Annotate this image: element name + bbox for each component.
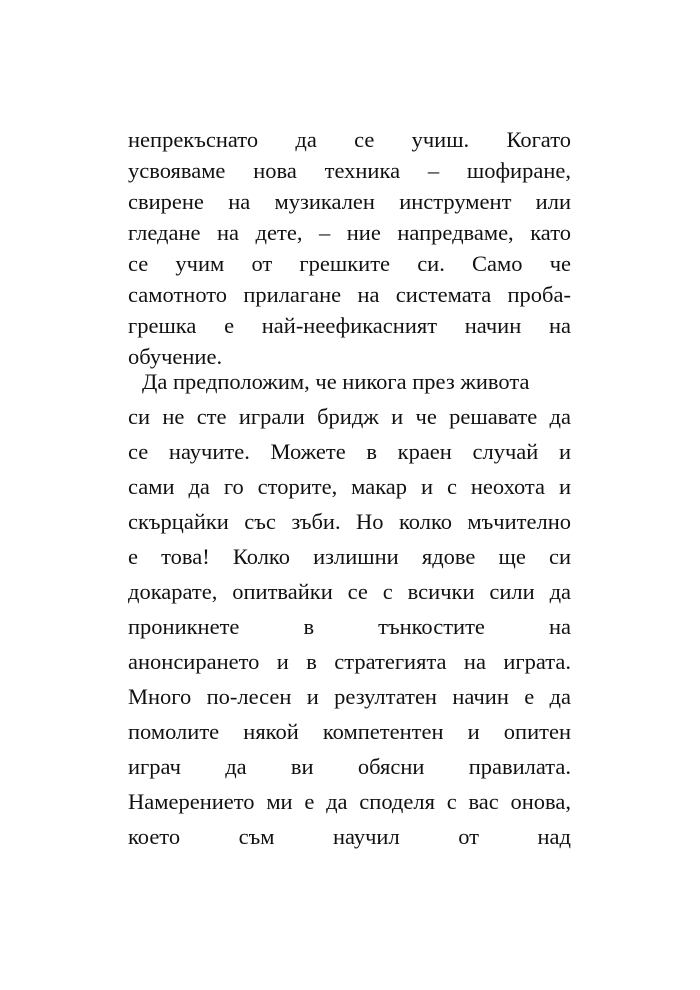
text-line: се учим от грешките си. Само че <box>128 251 571 276</box>
text-line: помолите някой компетентен и опитен <box>128 719 571 744</box>
paragraph-1 <box>128 124 571 372</box>
text-line: проникнете в тънкостите на <box>128 614 571 639</box>
text-line: се научите. Можете в краен случай и <box>128 439 571 464</box>
text-line: самотното прилагане на системата проба- <box>128 282 571 307</box>
text-line: играч да ви обясни правилата. <box>128 754 571 779</box>
text-line: усвояваме нова техника – шофиране, <box>128 158 571 183</box>
text-line: докарате, опитвайки се с всички сили да <box>128 579 571 604</box>
text-line: анонсирането и в стратегията на играта. <box>128 649 571 674</box>
text-line: скърцайки със зъби. Но колко мъчително <box>128 509 571 534</box>
text-line: грешка е най-неефикасният начин на <box>128 313 571 338</box>
text-line: Да предположим, че никога през живота <box>142 369 530 394</box>
text-line: Много по-лесен и резултатен начин е да <box>128 684 571 709</box>
text-line: е това! Колко излишни ядове ще си <box>128 544 571 569</box>
text-line: сами да го сторите, макар и с неохота и <box>128 474 571 499</box>
text-line: което съм научил от над <box>128 824 571 849</box>
text-line: гледане на дете, – ние напредваме, като <box>128 220 571 245</box>
text-line: Намерението ми е да споделя с вас онова, <box>128 789 571 814</box>
text-line: свирене на музикален инструмент или <box>128 189 571 214</box>
text-line: непрекъснато да се учиш. Когато <box>128 127 571 152</box>
text-line: обучение. <box>128 344 223 369</box>
paragraph-2 <box>128 364 571 854</box>
text-line: си не сте играли бридж и че решавате да <box>128 404 571 429</box>
